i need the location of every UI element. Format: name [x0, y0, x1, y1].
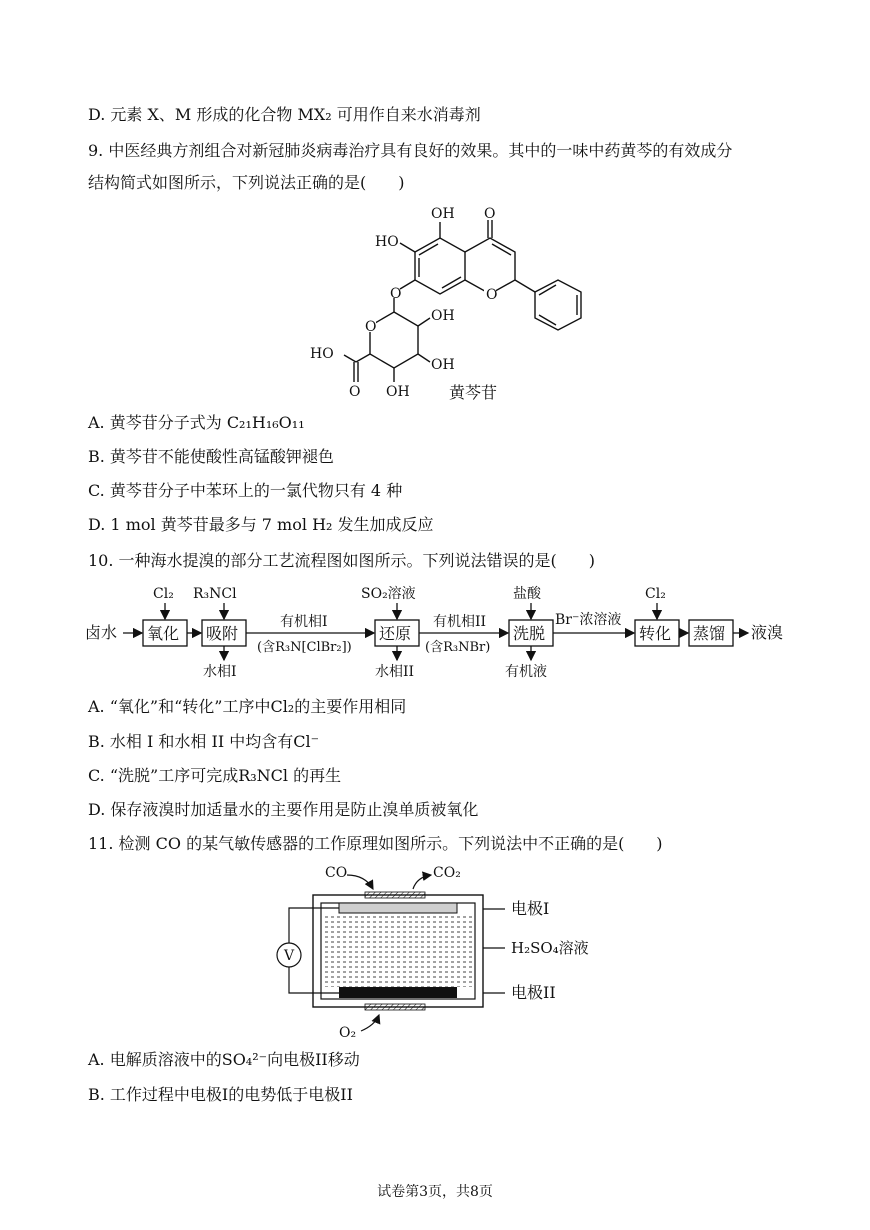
- co-label: CO: [325, 865, 348, 881]
- electrolyte-label: H₂SO₄溶液: [511, 939, 589, 957]
- sugar-ring-o-label: O: [365, 319, 377, 335]
- input-cl2-2: Cl₂: [645, 586, 666, 602]
- sugar-oh3-label: OH: [386, 384, 410, 400]
- box-distillation: 蒸馏: [693, 624, 726, 643]
- ketone-o-label: O: [484, 206, 496, 222]
- stream2-top: 有机相II: [433, 614, 487, 630]
- stream3-top: Br⁻浓溶液: [555, 612, 622, 628]
- input-r3ncl: R₃NCl: [193, 586, 237, 602]
- q9-option-c: C. 黄芩苷分子中苯环上的一氯代物只有 4 种: [88, 481, 403, 500]
- co-sensor-figure: [265, 855, 625, 1045]
- electrode1-label: 电极I: [511, 899, 550, 918]
- stream1-bottom: (含R₃N[ClBr₂]): [257, 640, 352, 655]
- q10-stem: 10. 一种海水提溴的部分工艺流程图如图所示。下列说法错误的是( ): [88, 551, 596, 570]
- ho-left-label: HO: [375, 234, 399, 250]
- output-water-2: 水相II: [375, 664, 415, 680]
- box-adsorption: 吸附: [206, 624, 239, 643]
- box-reduction: 还原: [379, 624, 412, 643]
- q9-stem-line1: 9. 中医经典方剂组合对新冠肺炎病毒治疗具有良好的效果。其中的一味中药黄芩的有效成分: [88, 141, 733, 160]
- input-hcl: 盐酸: [513, 586, 541, 602]
- q9-option-b: B. 黄芩苷不能使酸性高锰酸钾褪色: [88, 447, 334, 466]
- input-so2: SO₂溶液: [361, 586, 416, 602]
- input-cl2-1: Cl₂: [153, 586, 174, 602]
- sugar-oh2-label: OH: [431, 357, 455, 373]
- q9-option-d: D. 1 mol 黄芩苷最多与 7 mol H₂ 发生加成反应: [88, 515, 434, 534]
- flow-end: 液溴: [751, 623, 784, 642]
- o-link-label: O: [390, 286, 402, 302]
- box-elution: 洗脱: [513, 624, 546, 643]
- q11-stem: 11. 检测 CO 的某气敏传感器的工作原理如图所示。下列说法中不正确的是( ): [88, 834, 663, 853]
- q10-option-a: A. “氧化”和“转化”工序中Cl₂的主要作用相同: [88, 697, 407, 716]
- baicalin-structure-figure: [300, 200, 600, 410]
- flow-start: 卤水: [85, 623, 118, 642]
- q9-stem-line2: 结构简式如图所示，下列说法正确的是( ): [88, 173, 405, 192]
- q11-option-a: A. 电解质溶液中的SO₄²⁻向电极II移动: [88, 1050, 360, 1069]
- sugar-oh1-label: OH: [431, 308, 455, 324]
- stream1-top: 有机相I: [280, 614, 328, 630]
- acid-ho-label: HO: [310, 346, 334, 362]
- bromine-flowchart: [85, 576, 795, 684]
- q10-option-d: D. 保存液溴时加适量水的主要作用是防止溴单质被氧化: [88, 800, 479, 819]
- electrode2-label: 电极II: [511, 983, 556, 1002]
- voltmeter-label: V: [284, 948, 295, 964]
- ring-o-label: O: [486, 287, 498, 303]
- o2-label: O₂: [339, 1025, 357, 1041]
- q9-option-a: A. 黄芩苷分子式为 C₂₁H₁₆O₁₁: [88, 413, 305, 432]
- q8-option-d: D. 元素 X、M 形成的化合物 MX₂ 可用作自来水消毒剂: [88, 105, 481, 124]
- co2-label: CO₂: [433, 865, 461, 881]
- box-oxidation: 氧化: [147, 624, 180, 643]
- figure-caption: 黄芩苷: [449, 383, 498, 402]
- oh-top-label: OH: [431, 206, 455, 222]
- output-organic: 有机液: [505, 664, 547, 680]
- box-conversion: 转化: [639, 624, 672, 643]
- output-water-1: 水相I: [203, 664, 237, 680]
- page-footer: 试卷第3页，共8页: [377, 1184, 493, 1200]
- q10-option-c: C. “洗脱”工序可完成R₃NCl 的再生: [88, 766, 342, 785]
- carbonyl-o-label: O: [349, 384, 361, 400]
- q11-option-b: B. 工作过程中电极I的电势低于电极II: [88, 1085, 353, 1104]
- stream2-bottom: (含R₃NBr): [425, 640, 491, 655]
- q10-option-b: B. 水相 I 和水相 II 中均含有Cl⁻: [88, 732, 320, 751]
